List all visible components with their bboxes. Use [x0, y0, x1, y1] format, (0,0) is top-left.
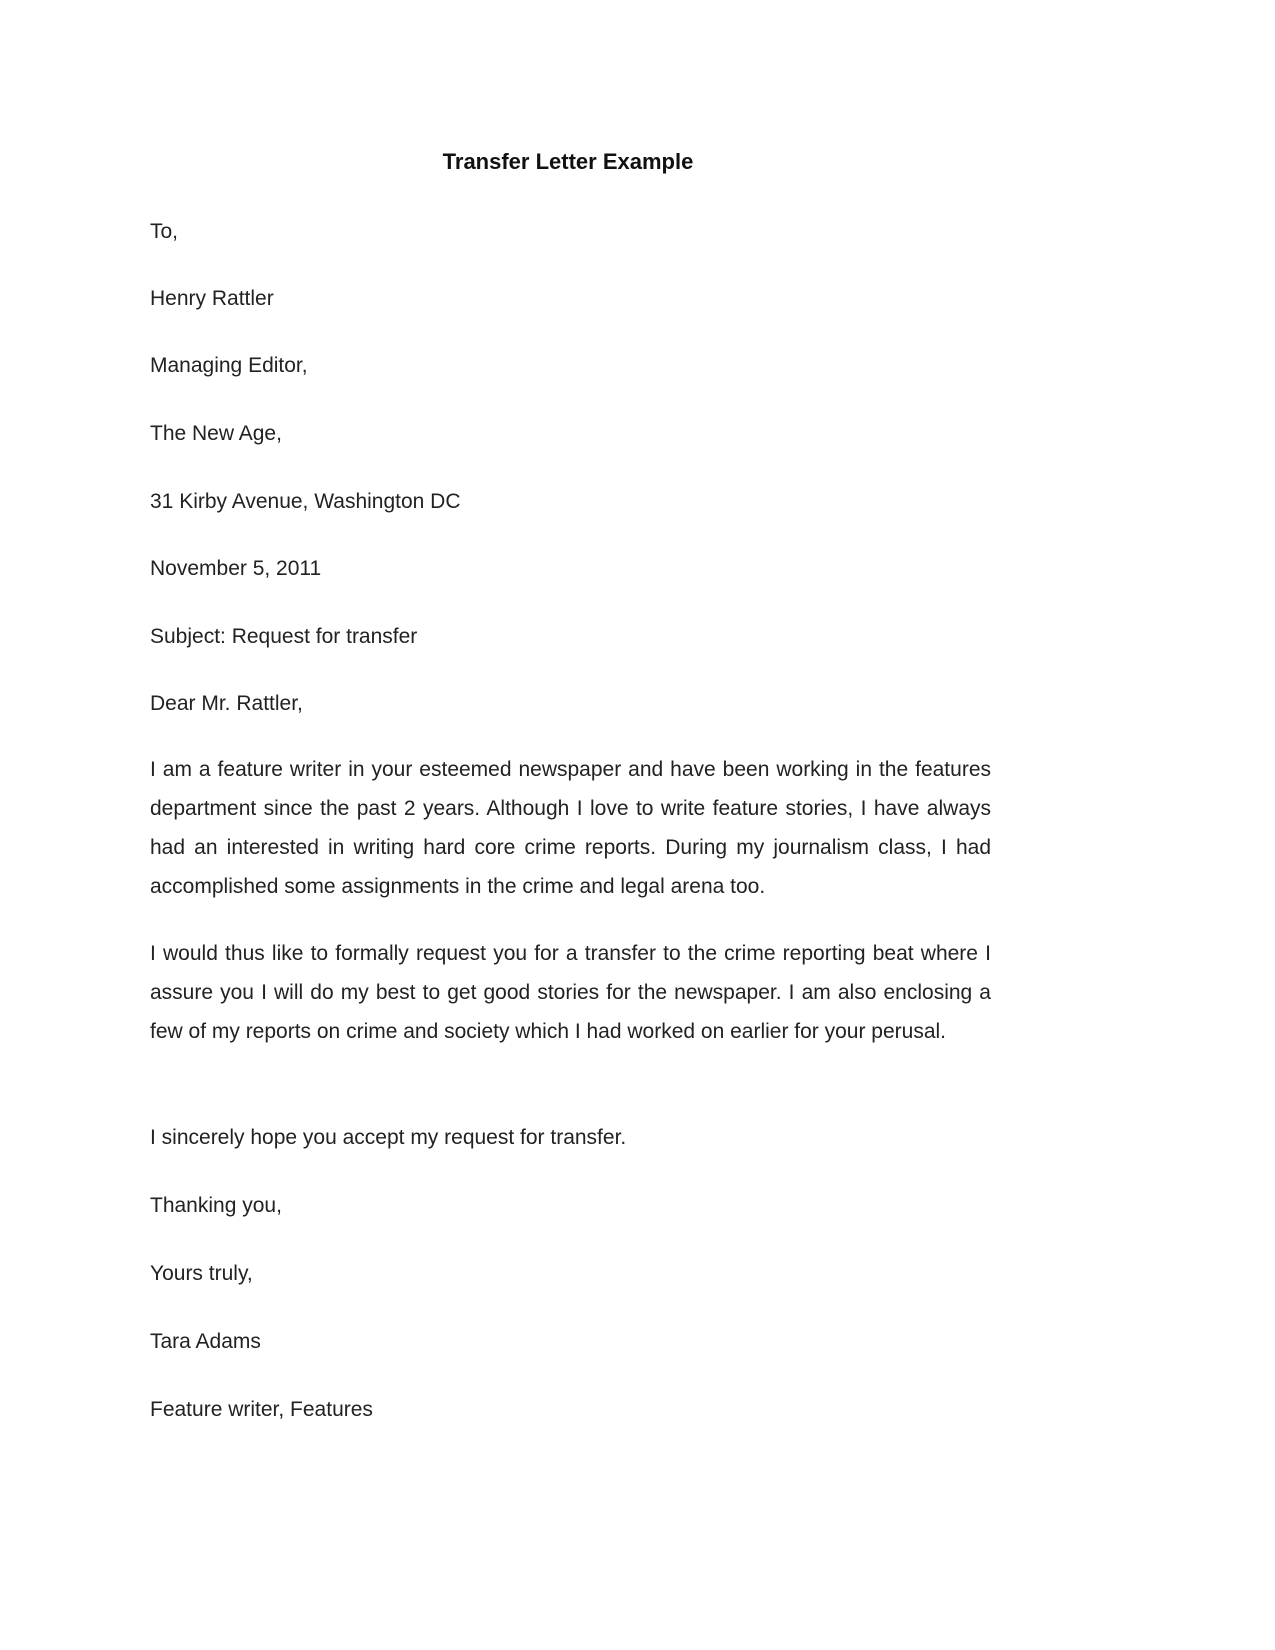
body-paragraph: I would thus like to formally request you for a transfer to the crime reporting beat where I assure you I will do my best to get good stories for the newspaper. I am also enclosing a few of my reports on crime and society which I had worked on earlier for your perusal.	[150, 942, 991, 1043]
recipient-address: 31 Kirby Avenue, Washington DC	[150, 490, 461, 513]
to-line: To,	[150, 220, 179, 243]
document-title: Transfer Letter Example	[442, 149, 694, 174]
closing-thanks: Thanking you,	[150, 1194, 282, 1217]
sender-title: Feature writer, Features	[150, 1398, 373, 1421]
letter-subject: Subject: Request for transfer	[150, 625, 418, 648]
recipient-name: Henry Rattler	[150, 287, 274, 310]
body-paragraph: I sincerely hope you accept my request for transfer.	[150, 1126, 627, 1149]
recipient-title: Managing Editor,	[150, 354, 308, 377]
recipient-organization: The New Age,	[150, 422, 282, 445]
salutation: Dear Mr. Rattler,	[150, 692, 303, 715]
letter-date: November 5, 2011	[150, 557, 322, 580]
body-paragraph: I am a feature writer in your esteemed newspaper and have been working in the features department since the past 2 years. Although I love to write feature stories, I have always had an interested in writing hard core crime reports. During my journalism class, I had accomplished some assignments in the crime and legal arena too.	[150, 758, 991, 898]
sender-name: Tara Adams	[150, 1330, 261, 1353]
closing: Yours truly,	[150, 1262, 253, 1285]
